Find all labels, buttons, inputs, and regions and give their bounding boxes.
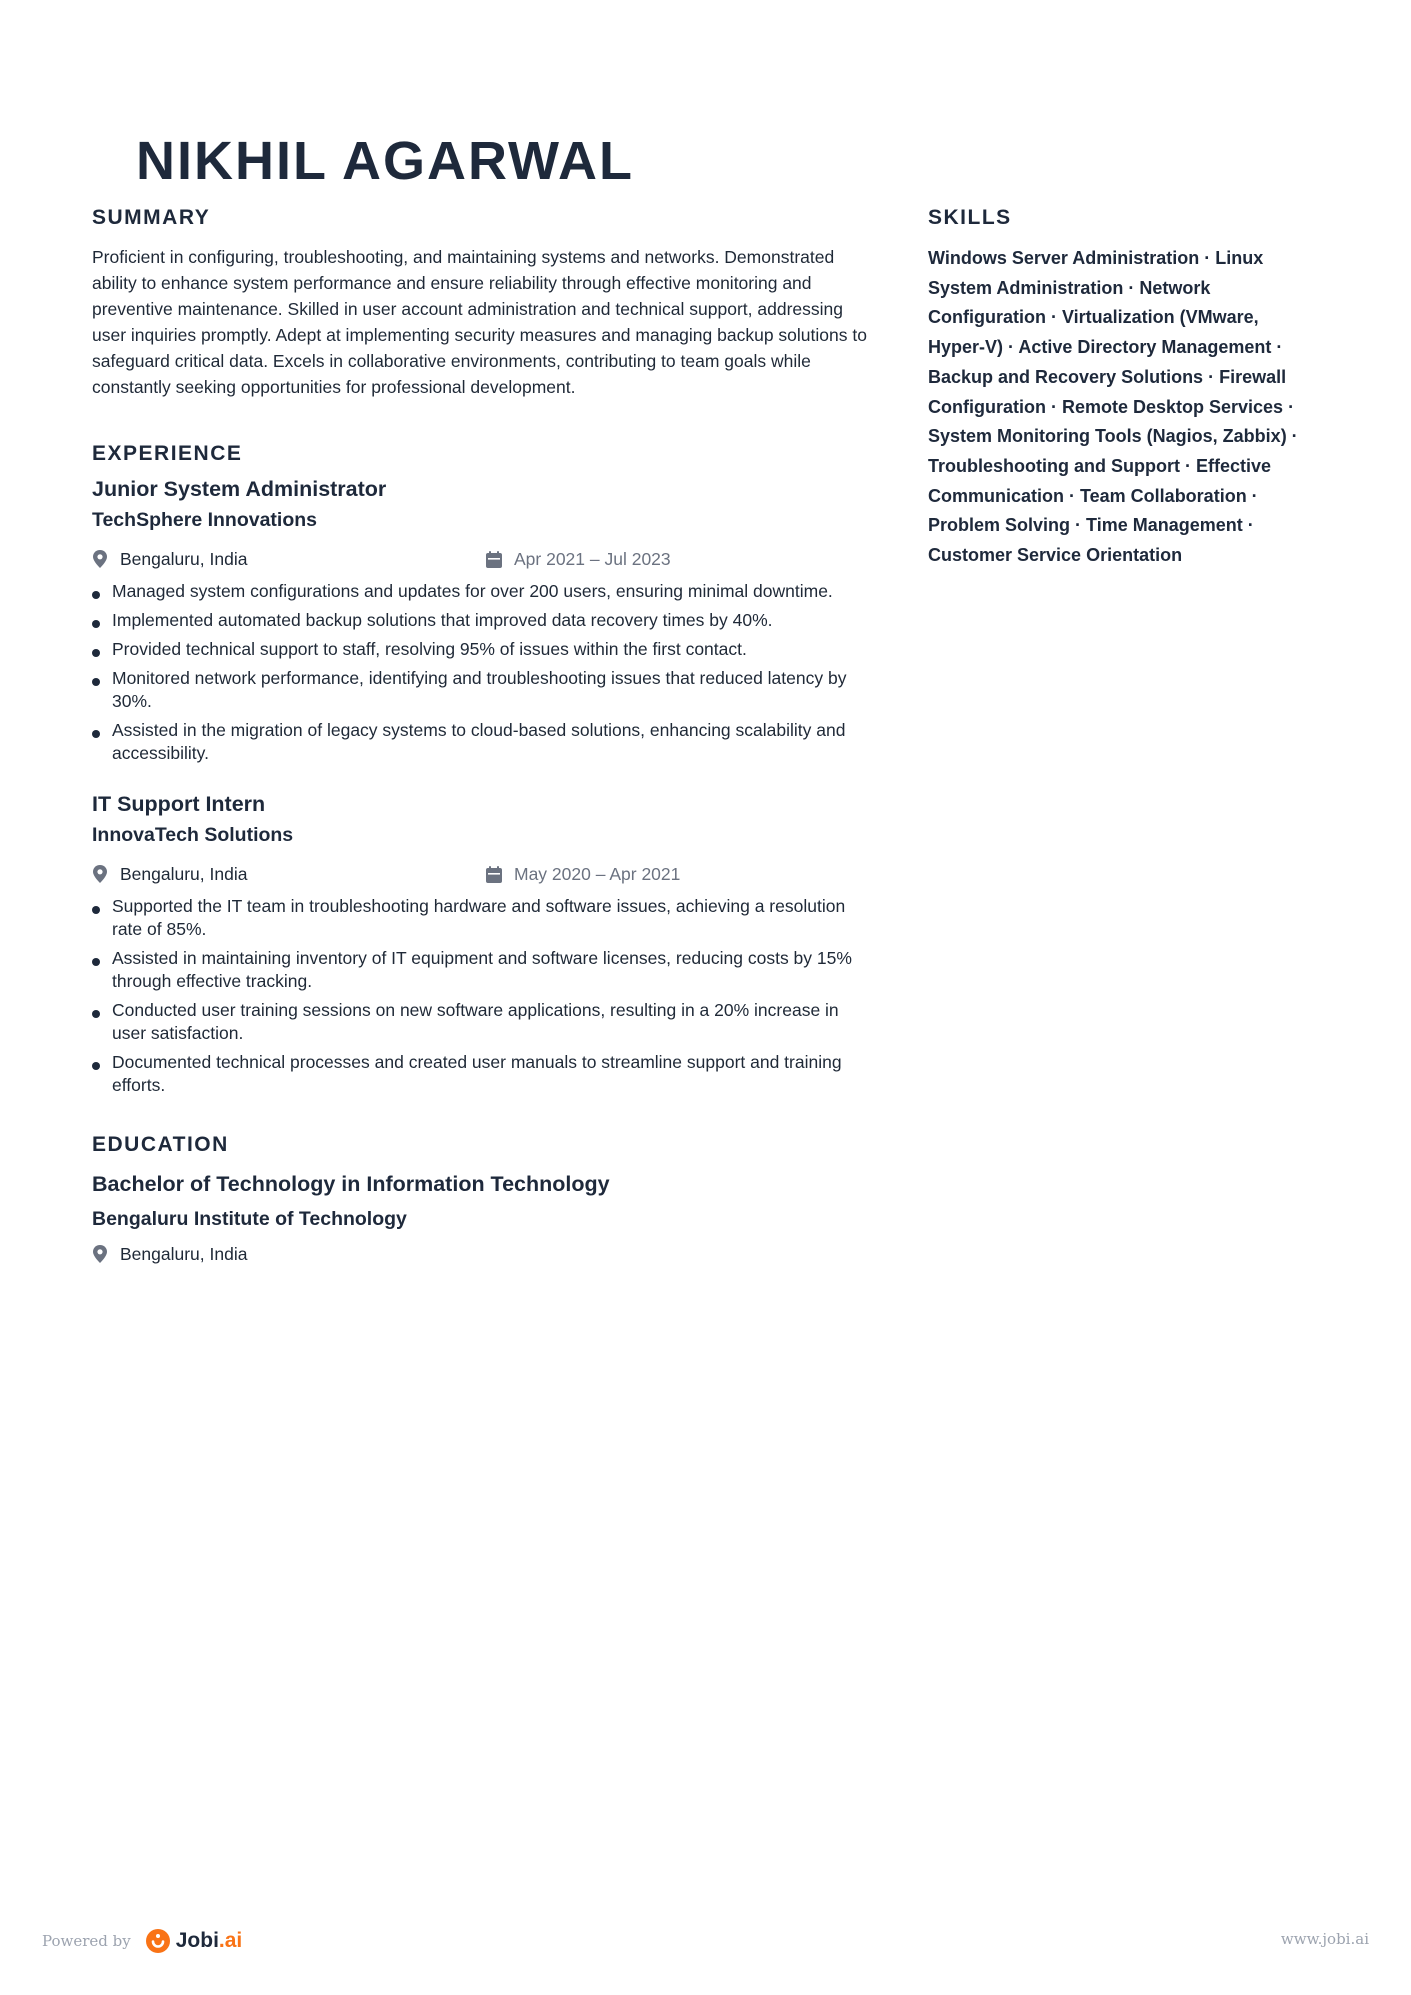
sidebar-column: [928, 206, 1308, 571]
job-title: IT Support Intern: [92, 792, 266, 816]
footer-branding: [42, 1928, 242, 1954]
job-meta: [92, 546, 868, 572]
summary-text: Proficient in configuring, troubleshooting, and maintaining systems and networks. Demonstrated ability to enhance system performance and ensure reliability through effective monitoring and preventive maintenance. Skilled in user account administration and technical support, addressing user inquiries promptly. Adept at implementing security measures and managing backup solutions to safeguard critical data. Excels in collaborative environments, contributing to team goals while constantly seeking opportunities for professional development.: [92, 247, 867, 397]
calendar-icon: [486, 551, 502, 568]
jobi-logo-link[interactable]: [145, 1928, 243, 1954]
skills-section: [928, 206, 1308, 571]
summary-heading: SUMMARY: [92, 206, 211, 229]
jobi-logo-icon: [145, 1928, 171, 1954]
job-location: [92, 549, 486, 570]
job-location: [92, 864, 486, 885]
job-company: TechSphere Innovations: [92, 509, 318, 531]
skills-list: Windows Server Administration · Linux System Administration · Network Configuration · Virtualization (VMware, Hyper-V) · Active Directory Management · Backup and Recovery Solutions · Firewall Configuration · Remote Desktop Services · System Monitoring Tools (Nagios, Zabbix) · Troubleshooting and Support · Effective Communication · Team Collaboration · Problem Solving · Time Management · Customer Service Orientation: [928, 248, 1298, 566]
summary-section: [92, 206, 868, 400]
degree-title: Bachelor of Technology in Information Technology: [92, 1172, 610, 1196]
education-section: [92, 1133, 868, 1267]
list-item: Monitored network performance, identifying and troubleshooting issues that reduced latency by 30%.: [92, 667, 868, 713]
bullet-dot: [92, 958, 100, 966]
job-meta: [92, 861, 868, 887]
experience-heading: EXPERIENCE: [92, 442, 243, 465]
list-item: Documented technical processes and created user manuals to streamline support and training efforts.: [92, 1051, 868, 1097]
education-location-text: Bengaluru, India: [120, 1243, 248, 1264]
job-dates: [486, 864, 680, 885]
experience-section: [92, 442, 868, 1097]
map-pin-icon: [92, 550, 108, 568]
job-location-text: Bengaluru, India: [120, 863, 248, 884]
job-entry: [92, 789, 868, 1097]
job-bullets: [92, 895, 868, 1097]
job-entry: [92, 474, 868, 765]
bullet-dot: [92, 620, 100, 628]
bullet-dot: [92, 730, 100, 738]
job-dates: [486, 549, 671, 570]
job-bullets: [92, 580, 868, 765]
bullet-dot: [92, 649, 100, 657]
candidate-name: NIKHIL AGARWAL: [136, 131, 634, 191]
education-heading: EDUCATION: [92, 1133, 229, 1156]
job-title: Junior System Administrator: [92, 477, 387, 501]
school-name: Bengaluru Institute of Technology: [92, 1208, 407, 1230]
map-pin-icon: [92, 865, 108, 883]
list-item: Conducted user training sessions on new software applications, resulting in a 20% increase in user satisfaction.: [92, 999, 868, 1045]
bullet-dot: [92, 591, 100, 599]
job-dates-text: May 2020 – Apr 2021: [514, 863, 681, 884]
bullet-dot: [92, 678, 100, 686]
education-location: [92, 1244, 486, 1265]
list-item: Implemented automated backup solutions that improved data recovery times by 40%.: [92, 609, 868, 632]
main-column: [92, 206, 868, 1267]
list-item: Assisted in maintaining inventory of IT equipment and software licenses, reducing costs by 15% through effective tracking.: [92, 947, 868, 993]
powered-by-text: Powered by: [42, 1932, 131, 1950]
list-item: Assisted in the migration of legacy systems to cloud-based solutions, enhancing scalability and accessibility.: [92, 719, 868, 765]
list-item: Supported the IT team in troubleshooting hardware and software issues, achieving a resolution rate of 85%.: [92, 895, 868, 941]
bullet-dot: [92, 1062, 100, 1070]
footer-url-link[interactable]: www.jobi.ai: [1280, 1930, 1369, 1948]
job-dates-text: Apr 2021 – Jul 2023: [514, 548, 671, 569]
job-company: InnovaTech Solutions: [92, 824, 294, 846]
bullet-dot: [92, 906, 100, 914]
list-item: Provided technical support to staff, resolving 95% of issues within the first contact.: [92, 638, 868, 661]
list-item: Managed system configurations and updates for over 200 users, ensuring minimal downtime.: [92, 580, 868, 603]
job-location-text: Bengaluru, India: [120, 548, 248, 569]
skills-heading: SKILLS: [928, 206, 1012, 229]
calendar-icon: [486, 866, 502, 883]
bullet-dot: [92, 1010, 100, 1018]
map-pin-icon: [92, 1245, 108, 1263]
logo-text: Jobi.ai: [175, 1929, 243, 1952]
education-meta: [92, 1241, 868, 1267]
